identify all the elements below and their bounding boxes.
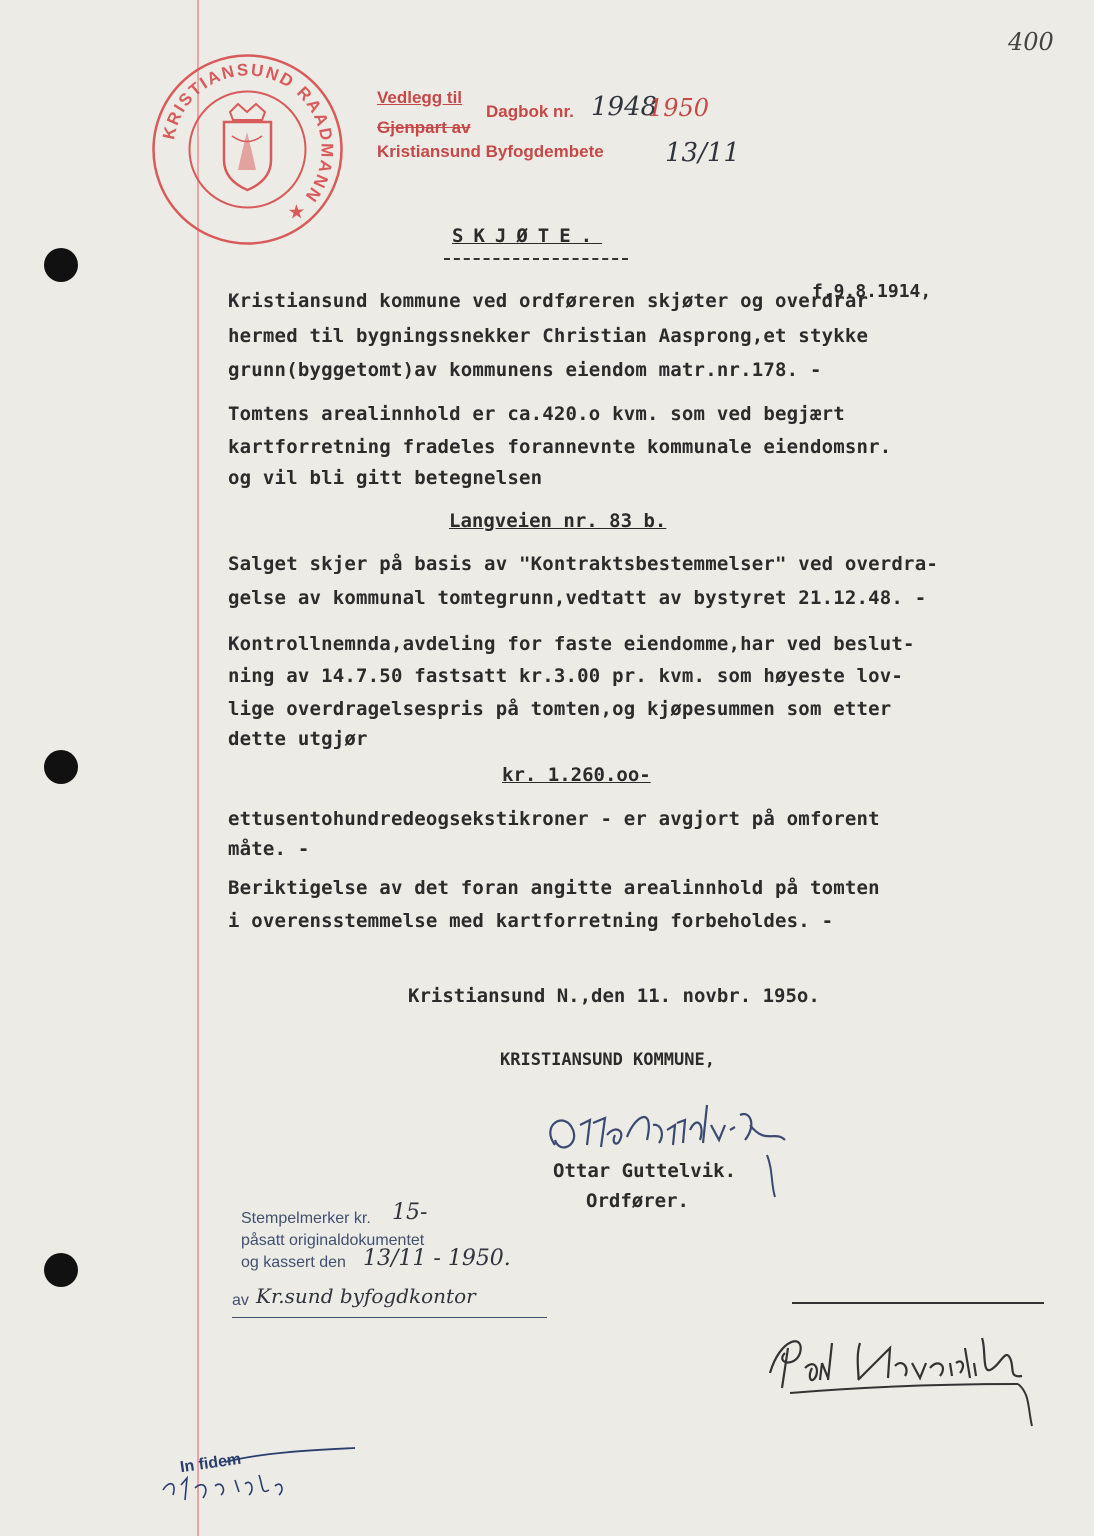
document-title: SKJØTE. <box>452 225 603 247</box>
signer-title: Ordfører. <box>586 1190 689 1212</box>
svg-text:KRISTIANSUND RAADMANN ★: KRISTIANSUND RAADMANN ★ <box>159 60 337 226</box>
body-line: lige overdragelsespris på tomten,og kjøpesummen som etter <box>228 698 892 720</box>
punch-hole <box>44 750 78 784</box>
dagbok-label: Dagbok nr. <box>486 102 574 121</box>
body-line: dette utgjør <box>228 728 368 750</box>
stamp-duty-original: påsatt originaldokumentet <box>241 1232 425 1249</box>
title-underline <box>444 258 628 260</box>
stamp-duty-value: 15- <box>392 1200 428 1225</box>
insertion-text: f.9.8.1914, <box>812 281 932 302</box>
body-line: gelse av kommunal tomtegrunn,vedtatt av bystyret 21.12.48. - <box>228 587 927 609</box>
punch-hole <box>44 248 78 282</box>
municipal-stamp <box>150 52 345 247</box>
purchase-amount: kr. 1.260.oo- <box>502 764 651 786</box>
stamp-duty-by-office: Kr.sund byfogdkontor <box>256 1284 476 1308</box>
body-line: i overensstemmelse med kartforretning forbeholdes. - <box>228 910 834 932</box>
dagbok-number: 1948 <box>591 92 658 122</box>
recorder-signature-rule <box>792 1302 1044 1304</box>
handwritten-date: 13/11 <box>665 138 740 168</box>
signatory-organization: KRISTIANSUND KOMMUNE, <box>500 1050 715 1070</box>
body-line: grunn(byggetomt)av kommunens eiendom matr.nr.178. - <box>228 359 822 381</box>
body-line: måte. - <box>228 838 310 860</box>
signer-name: Ottar Guttelvik. <box>553 1160 737 1182</box>
body-line: ning av 14.7.50 fastsatt kr.3.00 pr. kvm. som høyeste lov- <box>228 665 904 687</box>
stamp-duty-label: Stempelmerker kr. <box>241 1210 371 1227</box>
place-date: Kristiansund N.,den 11. novbr. 195o. <box>408 985 820 1007</box>
body-line: Tomtens arealinnhold er ca.420.o kvm. som ved begjært <box>228 403 845 425</box>
stamp-duty-cancelled-label: og kassert den <box>241 1254 346 1271</box>
body-line: kartforretning fradeles forannevnte kommunale eiendomsnr. <box>228 436 892 458</box>
in-fidem-signature <box>155 1440 365 1510</box>
stamp-duty-by-label: av <box>232 1292 249 1309</box>
stamp-duty-cancelled-date: 13/11 - 1950. <box>363 1246 511 1271</box>
body-line: Kontrollnemnda,avdeling for faste eiendomme,har ved beslut- <box>228 633 915 655</box>
body-line: ettusentohundredeogsekstikroner - er avgjort på omforent <box>228 808 880 830</box>
in-fidem-label: In fidem <box>179 1450 243 1477</box>
punch-hole <box>44 1253 78 1287</box>
dagbok-year: 1950 <box>648 94 710 122</box>
mayor-signature <box>535 1085 810 1205</box>
stamp-duty-rule <box>232 1317 547 1318</box>
body-line: Kristiansund kommune ved ordføreren skjøter og overdrar <box>228 290 869 312</box>
page-number: 400 <box>1008 28 1054 56</box>
vedlegg-label: Vedlegg til <box>377 88 463 107</box>
recorder-signature <box>760 1318 1050 1438</box>
gjenpart-label: Gjenpart av <box>377 118 471 137</box>
body-line: hermed til bygningssnekker Christian Aasprong,et stykke <box>228 325 869 347</box>
office-name: Kristiansund Byfogdembete <box>377 142 604 161</box>
property-address: Langveien nr. 83 b. <box>449 510 667 532</box>
body-line: Beriktigelse av det foran angitte arealinnhold på tomten <box>228 877 880 899</box>
body-line: Salget skjer på basis av "Kontraktsbestemmelser" ved overdra- <box>228 553 938 575</box>
body-line: og vil bli gitt betegnelsen <box>228 467 543 489</box>
